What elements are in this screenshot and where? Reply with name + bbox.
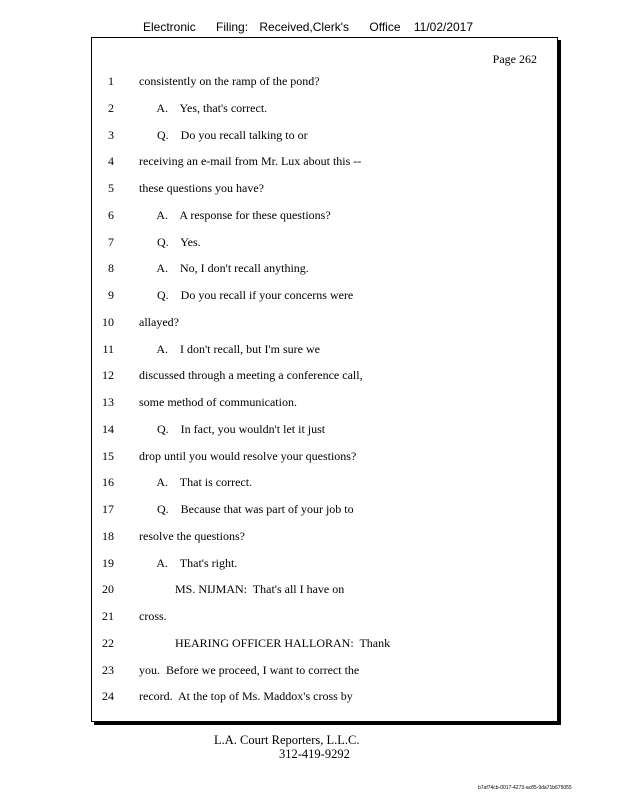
line-number: 18: [102, 528, 114, 543]
line-text: MS. NIJMAN: That's all I have on: [139, 582, 345, 597]
transcript-line: [92, 689, 557, 705]
transcript-line: [92, 342, 557, 358]
transcript-line: [92, 395, 557, 411]
line-number: 5: [108, 181, 114, 195]
transcript-line: [92, 128, 557, 144]
line-text: HEARING OFFICER HALLORAN: Thank: [139, 635, 391, 650]
line-number: 14: [102, 421, 114, 436]
transcript-line: [92, 636, 557, 652]
line-number: 10: [102, 314, 114, 329]
line-text: Q. In fact, you wouldn't let it just: [139, 421, 326, 436]
line-number: 16: [102, 475, 114, 490]
line-number: 21: [102, 609, 114, 623]
transcript-line: [92, 288, 557, 304]
filing-header-office: Office: [369, 20, 401, 34]
line-text: Q. Because that was part of your job to: [139, 502, 354, 516]
filing-header-received: Received,Clerk's: [259, 20, 350, 34]
line-number: 8: [108, 261, 114, 276]
transcript-line: [92, 101, 557, 117]
footer-phone: 312-419-9292: [279, 747, 350, 761]
line-text: record. At the top of Ms. Maddox's cross by: [139, 689, 353, 704]
line-text: you. Before we proceed, I want to correct the: [139, 662, 360, 677]
line-text: these questions you have?: [139, 181, 264, 195]
line-number: 1: [108, 74, 114, 88]
line-number: 2: [108, 100, 114, 115]
line-text: receiving an e-mail from Mr. Lux about this --: [139, 154, 362, 169]
line-text: discussed through a meeting a conference call,: [139, 368, 363, 383]
transcript-line: [92, 368, 557, 384]
line-text: allayed?: [139, 314, 179, 329]
line-number: 3: [108, 127, 114, 142]
transcript-line: [92, 475, 557, 491]
filing-header: [143, 20, 473, 34]
line-number: 13: [102, 395, 114, 409]
transcript-page: [91, 37, 558, 722]
page-number: Page 262: [492, 52, 537, 66]
transcript-line: [92, 315, 557, 331]
transcript-line: [92, 208, 557, 224]
line-text: A. I don't recall, but I'm sure we: [139, 341, 320, 356]
transcript-line: [92, 422, 557, 438]
line-number: 9: [108, 288, 114, 302]
footer-company: L.A. Court Reporters, L.L.C.: [214, 733, 360, 747]
line-number: 4: [108, 154, 114, 169]
line-text: A. Yes, that's correct.: [139, 100, 268, 115]
line-number: 6: [108, 207, 114, 222]
line-text: Q. Do you recall if your concerns were: [139, 288, 354, 302]
transcript-line: [92, 74, 557, 90]
line-text: A. A response for these questions?: [139, 207, 331, 222]
line-text: A. That is correct.: [139, 475, 253, 490]
line-text: resolve the questions?: [139, 528, 245, 543]
line-text: Q. Yes.: [139, 234, 201, 249]
transcript-line: [92, 181, 557, 197]
line-number: 15: [102, 448, 114, 463]
filing-header-date: 11/02/2017: [413, 20, 474, 34]
line-text: Q. Do you recall talking to or: [139, 127, 308, 142]
document-hash: b7af74cb-0017-4273-ac85-9da71b675055: [478, 785, 572, 791]
line-number: 20: [102, 582, 114, 597]
line-number: 7: [108, 234, 114, 249]
transcript-line: [92, 261, 557, 277]
transcript-line: [92, 609, 557, 625]
line-number: 11: [102, 341, 114, 356]
filing-header-filing: Filing:: [216, 20, 249, 34]
transcript-line: [92, 556, 557, 572]
line-number: 19: [102, 555, 114, 570]
transcript-line: [92, 154, 557, 170]
transcript-line: [92, 529, 557, 545]
line-text: consistently on the ramp of the pond?: [139, 74, 320, 88]
line-text: some method of communication.: [139, 395, 297, 409]
line-number: 22: [102, 635, 114, 650]
transcript-line: [92, 502, 557, 518]
line-number: 12: [102, 368, 114, 383]
transcript-line: [92, 582, 557, 598]
line-text: cross.: [139, 609, 167, 623]
line-text: A. That's right.: [139, 555, 238, 570]
transcript-line: [92, 449, 557, 465]
line-number: 23: [102, 662, 114, 677]
line-number: 24: [102, 689, 114, 704]
line-text: A. No, I don't recall anything.: [139, 261, 309, 276]
filing-header-electronic: Electronic: [143, 20, 196, 34]
transcript-line: [92, 663, 557, 679]
line-number: 17: [102, 502, 114, 516]
line-text: drop until you would resolve your questions?: [139, 448, 357, 463]
transcript-line: [92, 235, 557, 251]
